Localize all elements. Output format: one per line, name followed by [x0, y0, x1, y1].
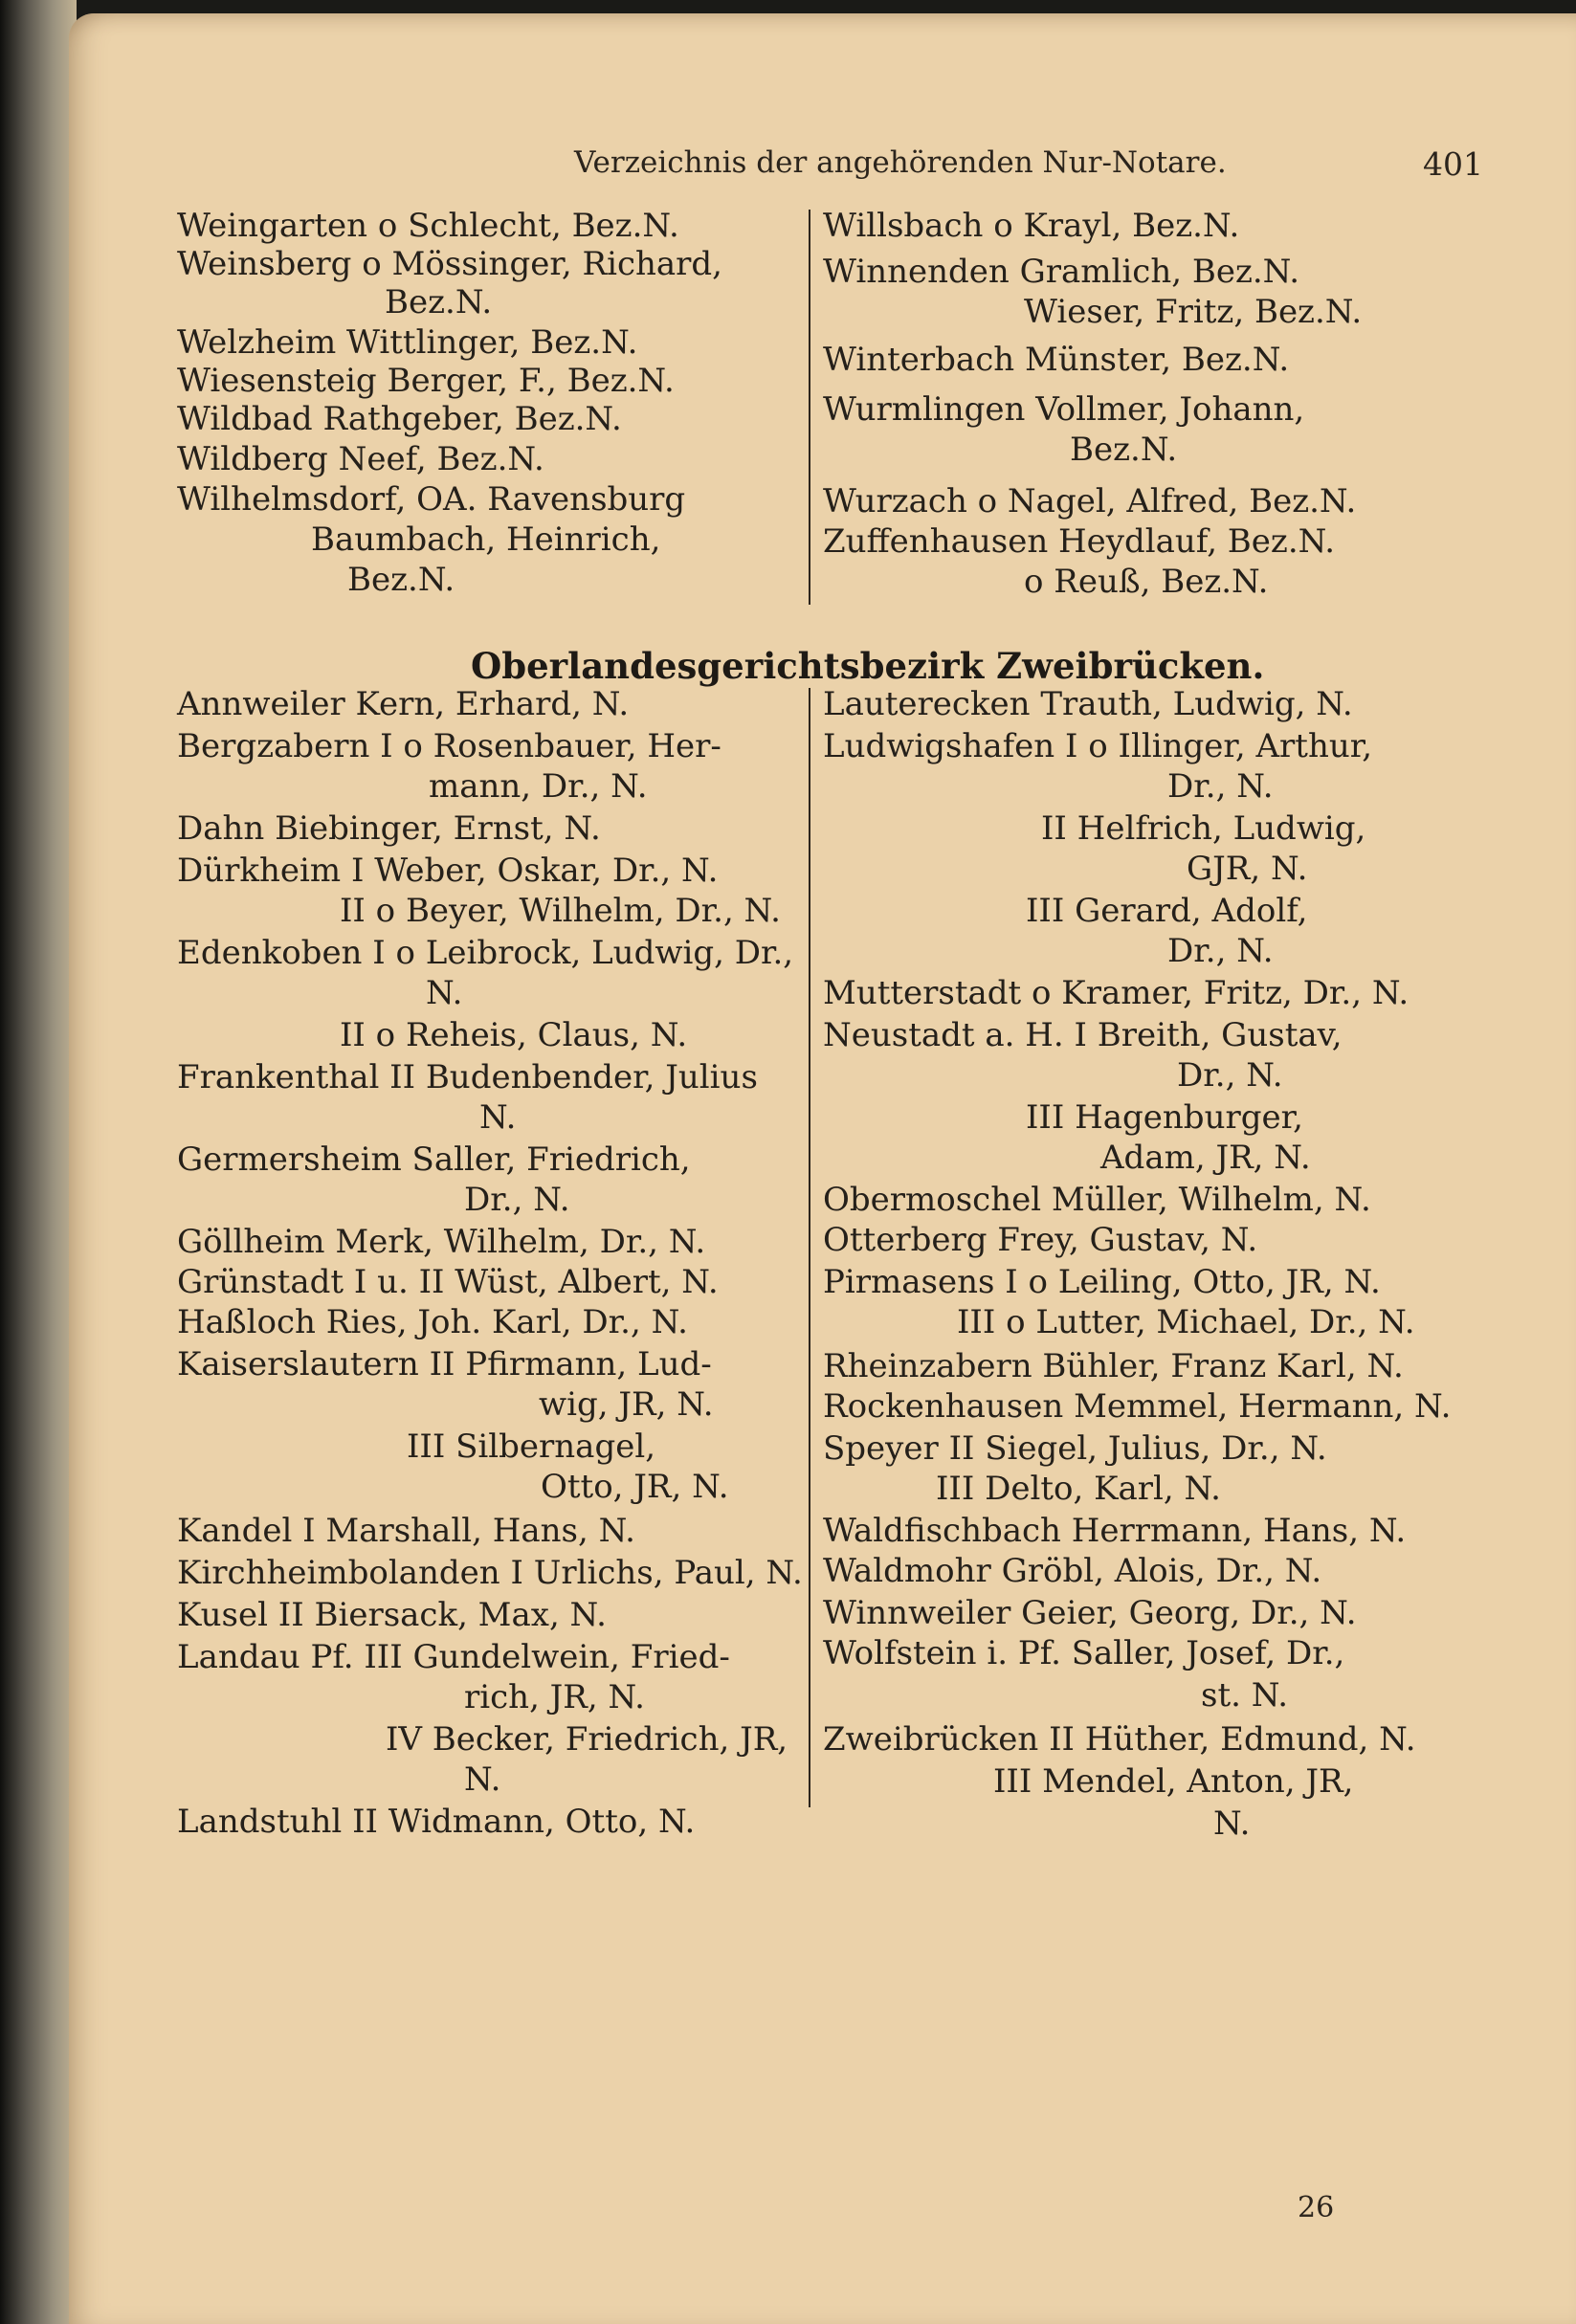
list-item: wig, JR, N.	[539, 1385, 714, 1424]
list-item: Pirmasens I o Leiling, Otto, JR, N.	[823, 1263, 1381, 1301]
signature-mark: 26	[1298, 2191, 1335, 2224]
list-item: Wildberg Neef, Bez.N.	[177, 440, 544, 478]
list-item: Weinsberg o Mössinger, Richard,	[177, 245, 722, 283]
list-item: Kusel II Biersack, Max, N.	[177, 1596, 607, 1634]
section-heading: Oberlandesgerichtsbezirk Zweibrücken.	[471, 645, 1265, 687]
list-item: Wildbad Rathgeber, Bez.N.	[177, 400, 622, 438]
list-item: Wurmlingen Vollmer, Johann,	[823, 390, 1305, 429]
list-item: GJR, N.	[1187, 850, 1308, 888]
list-item: Haßloch Ries, Joh. Karl, Dr., N.	[177, 1303, 688, 1341]
list-item: III Delto, Karl, N.	[936, 1470, 1221, 1508]
list-item: Dr., N.	[1177, 1056, 1283, 1095]
list-item: III Gerard, Adolf,	[1026, 892, 1308, 930]
list-item: III Silbernagel,	[407, 1428, 656, 1466]
list-item: rich, JR, N.	[464, 1678, 645, 1716]
list-item: Lauterecken Trauth, Ludwig, N.	[823, 685, 1353, 723]
list-item: III Mendel, Anton, JR,	[993, 1762, 1354, 1801]
list-item: Welzheim Wittlinger, Bez.N.	[177, 323, 638, 362]
column-divider-top	[809, 210, 810, 605]
list-item: Waldmohr Gröbl, Alois, Dr., N.	[823, 1552, 1322, 1590]
list-item: Waldfischbach Herrmann, Hans, N.	[823, 1512, 1407, 1550]
list-item: Bez.N.	[1070, 431, 1178, 469]
list-item: IV Becker, Friedrich, JR,	[386, 1720, 788, 1759]
list-item: Neustadt a. H. I Breith, Gustav,	[823, 1016, 1343, 1054]
page-header	[507, 145, 1483, 193]
list-item: Wilhelmsdorf, OA. Ravensburg	[177, 480, 686, 519]
list-item: Kaiserslautern II Pfirmann, Lud-	[177, 1345, 712, 1383]
list-item: Zuffenhausen Heydlauf, Bez.N.	[823, 522, 1336, 561]
list-item: Bez.N.	[347, 561, 455, 599]
list-item: Bez.N.	[385, 283, 493, 321]
list-item: Göllheim Merk, Wilhelm, Dr., N.	[177, 1223, 706, 1261]
list-item: Baumbach, Heinrich,	[311, 520, 661, 559]
list-item: Speyer II Siegel, Julius, Dr., N.	[823, 1429, 1327, 1468]
list-item: mann, Dr., N.	[429, 767, 648, 806]
list-item: II o Reheis, Claus, N.	[340, 1016, 688, 1054]
running-title: Verzeichnis der angehörenden Nur-Notare.	[574, 145, 1227, 180]
list-item: o Reuß, Bez.N.	[1024, 563, 1269, 601]
list-item: N.	[464, 1760, 501, 1799]
column-divider-bottom	[809, 688, 810, 1807]
list-item: N.	[1213, 1804, 1251, 1843]
list-item: III Hagenburger,	[1026, 1098, 1303, 1137]
page-number: 401	[1423, 145, 1483, 183]
list-item: Otterberg Frey, Gustav, N.	[823, 1221, 1258, 1259]
list-item: Bergzabern I o Rosenbauer, Her-	[177, 727, 721, 765]
list-item: II o Beyer, Wilhelm, Dr., N.	[340, 892, 781, 930]
list-item: II Helfrich, Ludwig,	[1041, 809, 1366, 848]
list-item: Dahn Biebinger, Ernst, N.	[177, 809, 601, 848]
list-item: Rockenhausen Memmel, Hermann, N.	[823, 1387, 1452, 1426]
list-item: III o Lutter, Michael, Dr., N.	[957, 1303, 1415, 1341]
list-item: Germersheim Saller, Friedrich,	[177, 1140, 691, 1179]
list-item: Wolfstein i. Pf. Saller, Josef, Dr.,	[823, 1634, 1345, 1672]
list-item: st. N.	[1201, 1676, 1289, 1715]
list-item: Otto, JR, N.	[541, 1468, 729, 1506]
list-item: Winterbach Münster, Bez.N.	[823, 341, 1290, 379]
list-item: Landau Pf. III Gundelwein, Fried-	[177, 1638, 730, 1676]
list-item: Winnenden Gramlich, Bez.N.	[823, 253, 1300, 291]
book-binding	[0, 0, 77, 2324]
list-item: Ludwigshafen I o Illinger, Arthur,	[823, 727, 1373, 765]
list-item: Dr., N.	[1167, 932, 1274, 970]
list-item: Kandel I Marshall, Hans, N.	[177, 1512, 635, 1550]
list-item: Wieser, Fritz, Bez.N.	[1024, 293, 1363, 331]
list-item: Weingarten o Schlecht, Bez.N.	[177, 207, 679, 245]
list-item: Dr., N.	[464, 1181, 570, 1219]
list-item: Adam, JR, N.	[1100, 1139, 1311, 1177]
list-item: Obermoschel Müller, Wilhelm, N.	[823, 1181, 1371, 1219]
list-item: Annweiler Kern, Erhard, N.	[177, 685, 630, 723]
list-item: Frankenthal II Budenbender, Julius	[177, 1058, 758, 1096]
list-item: Willsbach o Krayl, Bez.N.	[823, 207, 1240, 245]
list-item: Winnweiler Geier, Georg, Dr., N.	[823, 1594, 1357, 1632]
list-item: N.	[479, 1098, 517, 1137]
list-item: N.	[426, 974, 463, 1012]
list-item: Wiesensteig Berger, F., Bez.N.	[177, 362, 675, 400]
list-item: Landstuhl II Widmann, Otto, N.	[177, 1803, 696, 1841]
list-item: Mutterstadt o Kramer, Fritz, Dr., N.	[823, 974, 1410, 1012]
list-item: Dr., N.	[1167, 767, 1274, 806]
list-item: Grünstadt I u. II Wüst, Albert, N.	[177, 1263, 719, 1301]
book-page	[69, 13, 1576, 2324]
list-item: Dürkheim I Weber, Oskar, Dr., N.	[177, 852, 719, 890]
list-item: Edenkoben I o Leibrock, Ludwig, Dr.,	[177, 934, 794, 972]
list-item: Wurzach o Nagel, Alfred, Bez.N.	[823, 482, 1357, 520]
list-item: Rheinzabern Bühler, Franz Karl, N.	[823, 1347, 1404, 1385]
list-item: Zweibrücken II Hüther, Edmund, N.	[823, 1720, 1416, 1759]
list-item: Kirchheimbolanden I Urlichs, Paul, N.	[177, 1554, 803, 1592]
